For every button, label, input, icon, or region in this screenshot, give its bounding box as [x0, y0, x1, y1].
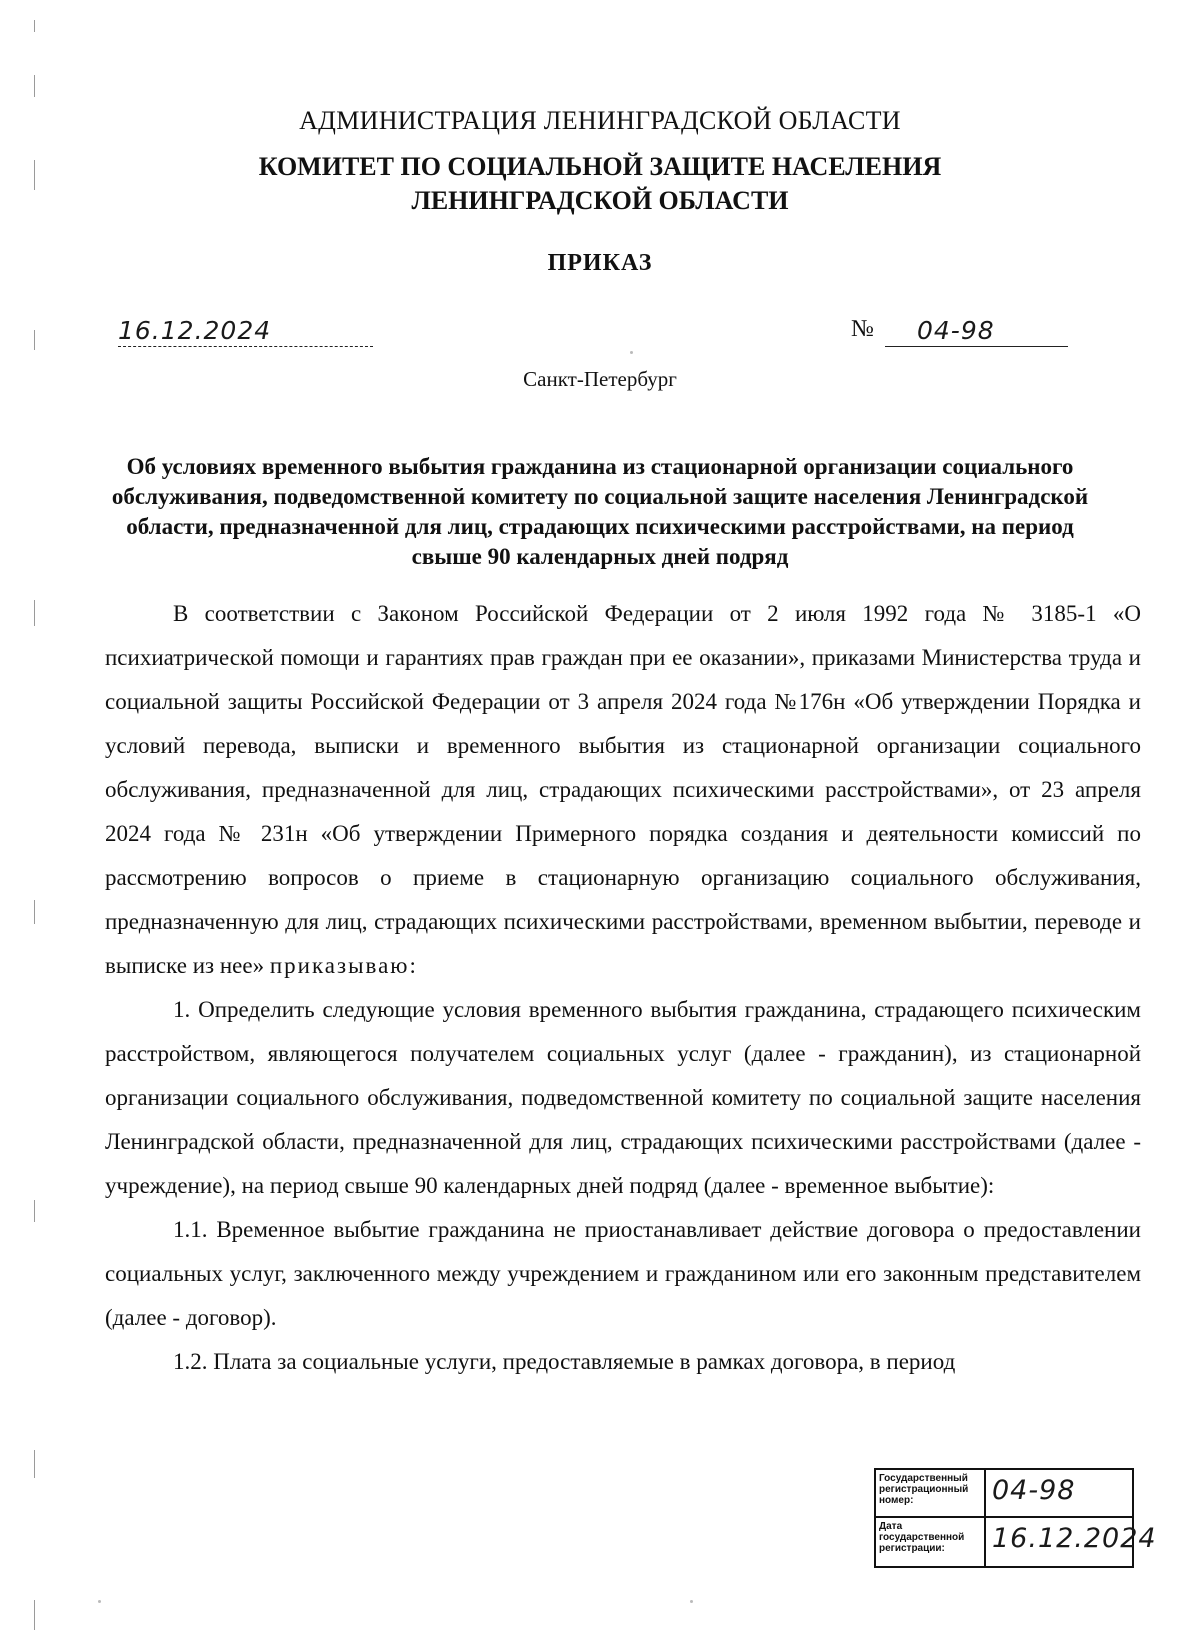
scan-edge-mark — [34, 1450, 35, 1478]
document-title: Об условиях временного выбытия гражданина из стационарной организации социального обслуживания, подведомственной комитету по социальной защите населения Ленинградской области, предназначенной для лиц, страдающих психическими расстройствами, на период свыше 90 календарных дней подряд — [111, 454, 1089, 569]
committee-heading-line1: КОМИТЕТ ПО СОЦИАЛЬНОЙ ЗАЩИТЕ НАСЕЛЕНИЯ — [258, 152, 942, 181]
scan-edge-mark — [34, 1600, 35, 1630]
paragraph-1: 1. Определить следующие условия временного выбытия гражданина, страдающего психическим расстройством, являющегося получателем социальных услуг (далее - гражданин), из стационарной организации социального обслуживания, подведомственной комитету по социальной защите населения Ленинградской области, предназначенной для лиц, страдающих психическими расстройствами (далее - учреждение), на период свыше 90 календарных дней подряд (далее - временное выбытие): — [105, 997, 1141, 1198]
committee-heading-line2: ЛЕНИНГРАДСКОЙ ОБЛАСТИ — [411, 186, 789, 215]
administration-heading: АДМИНИСТРАЦИЯ ЛЕНИНГРАДСКОЙ ОБЛАСТИ — [299, 106, 901, 135]
preamble-text: В соответствии с Законом Российской Федерации от 2 июля 1992 года № 3185-1 «О психиатрической помощи и гарантиях прав граждан при ее оказании», приказами Министерства труда и социальной защиты Российской Федерации от 3 апреля 2024 года №176н «Об утверждении Порядка и условий перевода, выписки и временного выбытия из стационарной организации социального обслуживания, предназначенной для лиц, страдающих психическими расстройствами», от 23 апреля 2024 года № 231н «Об утверждении Примерного порядка создания и деятельности комиссий по рассмотрению вопросов о приеме в стационарную организацию социального обслуживания, предназначенную для лиц, страдающих психическими расстройствами, временном выбытии, переводе и выписке из нее» — [105, 601, 1141, 978]
order-number-field — [885, 316, 1068, 347]
order-date-field — [118, 316, 373, 347]
scan-edge-mark — [34, 330, 35, 350]
reg-date-handwritten: 16.12.2024 — [992, 1523, 1157, 1554]
scan-edge-mark — [34, 1200, 35, 1222]
registration-stamp — [874, 1468, 1157, 1568]
reg-date-label: Дата государственной регистрации: — [879, 1521, 965, 1554]
reg-number-handwritten: 04-98 — [992, 1475, 1076, 1506]
command-word: приказываю: — [269, 953, 418, 978]
scan-edge-mark — [34, 600, 35, 626]
order-number-handwritten: 04-98 — [917, 316, 995, 345]
scan-speck — [630, 351, 633, 354]
order-date-handwritten: 16.12.2024 — [118, 316, 272, 345]
scan-edge-mark — [34, 75, 35, 97]
scan-speck — [690, 1600, 693, 1603]
number-sign: № — [851, 316, 874, 342]
city: Санкт-Петербург — [523, 367, 677, 391]
paragraph-1-1: 1.1. Временное выбытие гражданина не приостанавливает действие договора о предоставлении социальных услуг, заключенного между учреждением и гражданином или его законным представителем (далее - договор). — [105, 1217, 1141, 1330]
scan-edge-mark — [34, 900, 35, 924]
stamp-row-number — [876, 1470, 1132, 1518]
paragraph-1-2: 1.2. Плата за социальные услуги, предоставляемые в рамках договора, в период — [173, 1349, 956, 1374]
scan-speck — [98, 1600, 101, 1603]
stamp-row-date — [876, 1518, 1157, 1564]
reg-number-label: Государственный регистрационный номер: — [879, 1473, 969, 1506]
scan-edge-mark — [34, 20, 35, 32]
preamble-paragraph — [105, 592, 1141, 988]
committee-heading — [0, 150, 1200, 218]
document-body — [105, 592, 1141, 1384]
document-type: ПРИКАЗ — [547, 250, 653, 276]
